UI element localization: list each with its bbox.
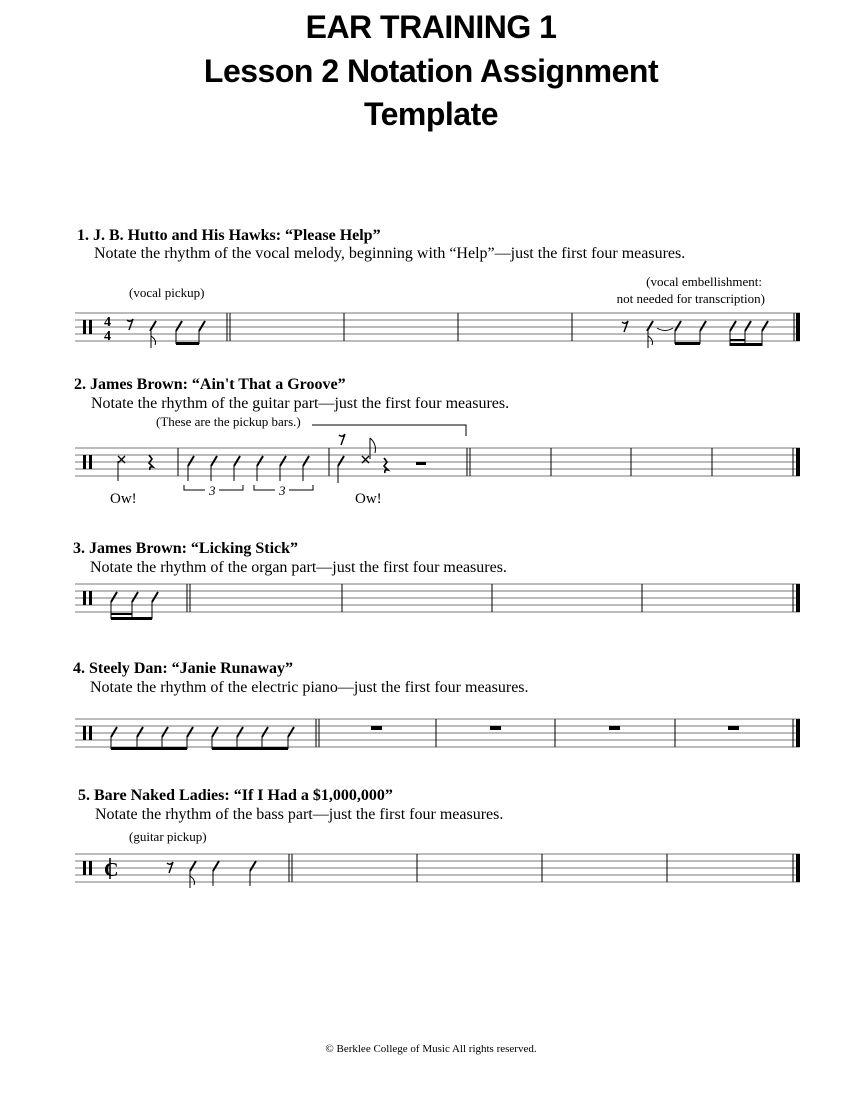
triplet-brackets xyxy=(184,485,313,490)
triplet-label: 3 xyxy=(209,483,216,498)
exercise-1-heading: 1. J. B. Hutto and His Hawks: “Please Help” xyxy=(77,227,381,244)
exercise-3-instruction: Notate the rhythm of the organ part—just the first four measures. xyxy=(90,559,507,576)
time-signature-bottom: 4 xyxy=(104,329,111,344)
exercise-5-heading: 5. Bare Naked Ladies: “If I Had a $1,000,000” xyxy=(78,787,393,804)
exercise-2-instruction: Notate the rhythm of the guitar part—just the first four measures. xyxy=(91,395,510,412)
exercise-1-embellishment-note-line-2: not needed for transcription) xyxy=(616,291,765,306)
copyright-footer: © Berklee College of Music All rights reserved. xyxy=(325,1043,537,1055)
exercise-3-heading: 3. James Brown: “Licking Stick” xyxy=(73,540,299,557)
exercise-2-lyric-1: Ow! xyxy=(110,491,137,507)
percussion-clef-icon xyxy=(83,320,92,334)
exercise-5-guitar-pickup-note: (guitar pickup) xyxy=(129,829,207,844)
exercise-4-heading: 4. Steely Dan: “Janie Runaway” xyxy=(73,660,294,677)
x-notehead-icon xyxy=(118,456,125,463)
document-title-line-2: Lesson 2 Notation Assignment xyxy=(203,53,659,89)
triplet-label: 3 xyxy=(279,483,286,498)
exercise-1-embellishment-note-line-1: (vocal embellishment: xyxy=(646,274,762,289)
exercise-1-instruction: Notate the rhythm of the vocal melody, beginning with “Help”—just the first four measures. xyxy=(94,245,686,262)
cut-time-icon: C xyxy=(104,859,119,881)
exercise-2-lyric-2: Ow! xyxy=(355,491,382,507)
exercise-4-instruction: Notate the rhythm of the electric piano—just the first four measures. xyxy=(90,679,529,696)
pickup-bracket xyxy=(312,425,466,436)
exercise-1-vocal-pickup-note: (vocal pickup) xyxy=(129,285,205,300)
half-rest-icon xyxy=(416,462,426,465)
exercise-5-instruction: Notate the rhythm of the bass part—just the first four measures. xyxy=(95,806,504,823)
quarter-rest-icon xyxy=(149,455,153,470)
exercise-2-pickup-bars-note: (These are the pickup bars.) xyxy=(156,414,301,429)
tie-icon xyxy=(657,328,673,331)
eighth-rest-icon xyxy=(127,319,133,330)
time-signature-top: 4 xyxy=(104,315,111,330)
exercise-2-heading: 2. James Brown: “Ain't That a Groove” xyxy=(74,376,346,393)
document-title-line-1: EAR TRAINING 1 xyxy=(305,9,557,45)
document-title-line-3: Template xyxy=(363,96,499,132)
